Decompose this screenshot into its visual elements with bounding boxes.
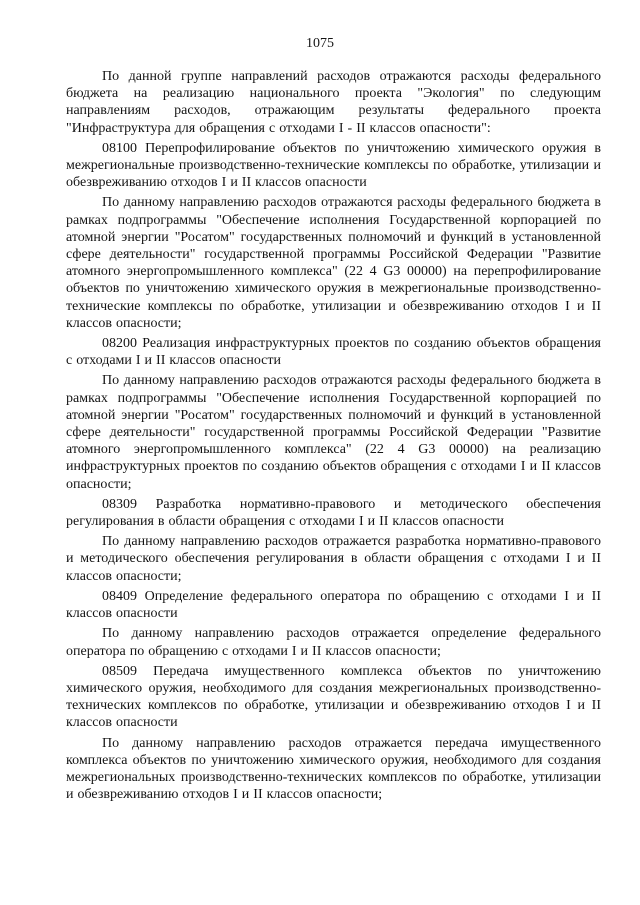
paragraph-08100-heading: 08100 Перепрофилирование объектов по уничтожению химического оружия в межрегиональные производственно-технические комплексы по обработке, утилизации и обезвреживанию отходов I и II классов опасности xyxy=(66,140,601,191)
paragraph-08200-heading: 08200 Реализация инфраструктурных проектов по созданию объектов обращения с отходами I и II классов опасности xyxy=(66,336,601,369)
document-body xyxy=(66,68,601,803)
paragraph-08409-description: По данному направлению расходов отражается определение федерального оператора по обращению с отходами I и II классов опасности; xyxy=(66,626,601,659)
paragraph-08509-description: По данному направлению расходов отражается передача имущественного комплекса объектов по уничтожению химического оружия, необходимого для создания межрегиональных производственно-технических комплексов по обработке, утилизации и обезвреживанию отходов I и II классов опасности; xyxy=(66,735,601,803)
paragraph-08200-description: По данному направлению расходов отражаются расходы федерального бюджета в рамках подпрограммы "Обеспечение исполнения Государственной корпорацией по атомной энергии "Росатом" государственных полномочий и функций в установленной сфере деятельности" государственной программы Российской Федерации "Развитие атомного энергопромышленного комплекса" (22 4 G3 00000) на реализацию инфраструктурных проектов по созданию объектов обращения с отходами I и II классов опасности; xyxy=(66,373,601,492)
paragraph-08309-description: По данному направлению расходов отражается разработка нормативно-правового и методического обеспечения регулирования в области обращения с отходами I и II классов опасности; xyxy=(66,534,601,584)
paragraph-08100-description: По данному направлению расходов отражаются расходы федерального бюджета в рамках подпрограммы "Обеспечение исполнения Государственной корпорацией по атомной энергии "Росатом" государственных полномочий и функций в установленной сфере деятельности" государственной программы Российской Федерации "Развитие атомного энергопромышленного комплекса" (22 4 G3 00000) на перепрофилирование объектов по уничтожению химического оружия в межрегиональные производственно-технические комплексы по обработке, утилизации и обезвреживанию отходов I и II классов опасности; xyxy=(66,195,601,331)
paragraph-08509-heading: 08509 Передача имущественного комплекса объектов по уничтожению химического оружия, необходимого для создания межрегиональных производственно-технических комплексов по обработке, утилизации и обезвреживанию отходов I и II классов опасности xyxy=(66,663,601,731)
paragraph-intro: По данной группе направлений расходов отражаются расходы федерального бюджета на реализацию национального проекта "Экология" по следующим направлениям расходов, отражающим результаты федерального проекта "Инфраструктура для обращения с отходами I - II классов опасности": xyxy=(66,69,601,136)
paragraph-08309-heading: 08309 Разработка нормативно-правового и методического обеспечения регулирования в области обращения с отходами I и II классов опасности xyxy=(66,496,601,530)
paragraph-08409-heading: 08409 Определение федерального оператора по обращению с отходами I и II классов опасности xyxy=(66,588,601,622)
page-number: 1075 xyxy=(306,36,334,51)
